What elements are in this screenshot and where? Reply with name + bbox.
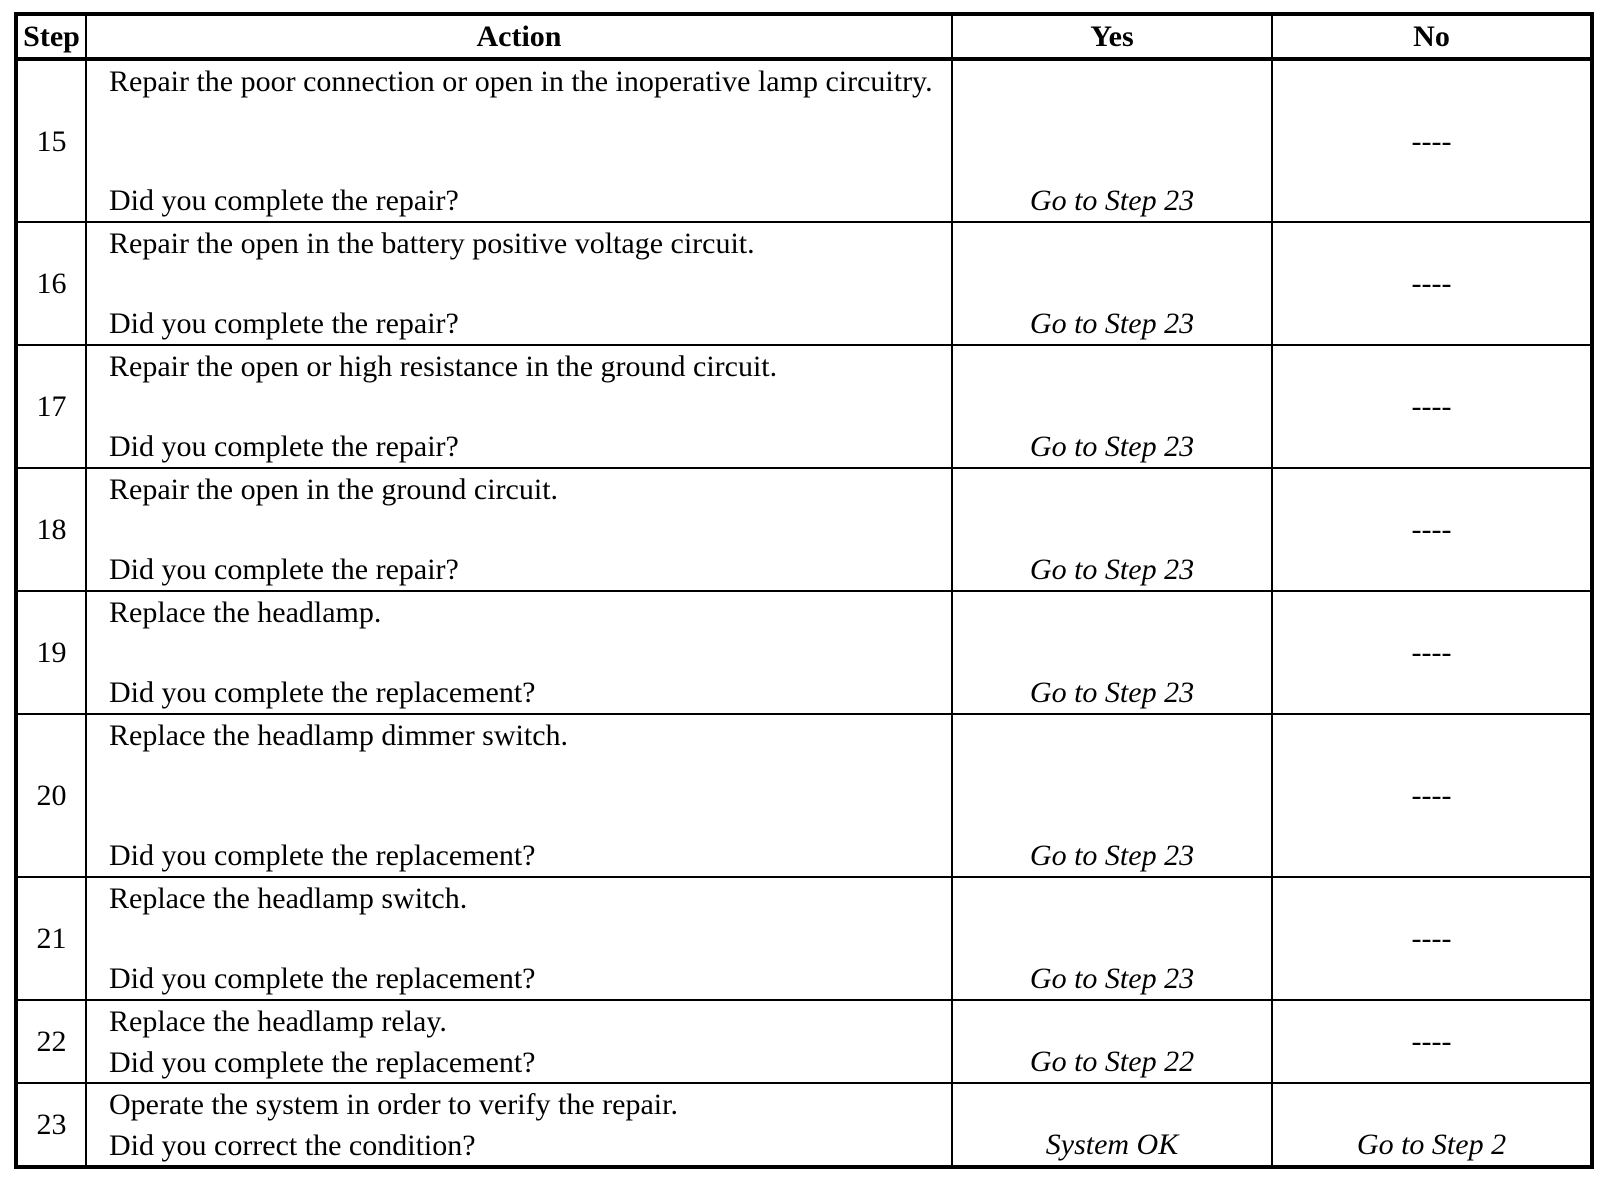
step-number: 21	[16, 877, 86, 1000]
table-row	[16, 591, 1592, 714]
action-cell	[86, 1000, 952, 1083]
yes-cell: Go to Step 23	[952, 714, 1272, 877]
step-number: 20	[16, 714, 86, 877]
table-row	[16, 59, 1592, 222]
step-number: 16	[16, 222, 86, 345]
yes-cell: Go to Step 23	[952, 345, 1272, 468]
action-question: Did you complete the replacement?	[109, 676, 536, 709]
step-number: 23	[16, 1083, 86, 1167]
action-question: Did you correct the condition?	[109, 1129, 476, 1162]
action-question: Did you complete the replacement?	[109, 839, 536, 872]
action-question: Did you complete the repair?	[109, 553, 459, 586]
no-cell: Go to Step 2	[1272, 1083, 1592, 1167]
action-question: Did you complete the repair?	[109, 430, 459, 463]
action-question: Did you complete the repair?	[109, 184, 459, 217]
no-cell: ----	[1272, 59, 1592, 222]
table-row	[16, 1083, 1592, 1167]
no-cell: ----	[1272, 468, 1592, 591]
action-text: Repair the poor connection or open in the inoperative lamp circuitry.	[109, 65, 933, 98]
yes-cell: Go to Step 22	[952, 1000, 1272, 1083]
table-row	[16, 714, 1592, 877]
action-text: Replace the headlamp.	[109, 596, 382, 629]
no-cell: ----	[1272, 877, 1592, 1000]
no-cell: ----	[1272, 714, 1592, 877]
yes-cell: System OK	[952, 1083, 1272, 1167]
yes-cell: Go to Step 23	[952, 222, 1272, 345]
action-text: Repair the open in the battery positive voltage circuit.	[109, 227, 755, 260]
header-step: Step	[16, 14, 86, 59]
table-row	[16, 222, 1592, 345]
action-cell	[86, 59, 952, 222]
no-cell: ----	[1272, 591, 1592, 714]
table-row	[16, 468, 1592, 591]
yes-cell: Go to Step 23	[952, 59, 1272, 222]
yes-cell: Go to Step 23	[952, 468, 1272, 591]
no-cell: ----	[1272, 222, 1592, 345]
step-number: 19	[16, 591, 86, 714]
action-cell	[86, 1083, 952, 1167]
no-cell: ----	[1272, 1000, 1592, 1083]
action-cell	[86, 877, 952, 1000]
action-cell	[86, 714, 952, 877]
action-text: Replace the headlamp switch.	[109, 882, 468, 915]
header-no: No	[1272, 14, 1592, 59]
action-cell	[86, 345, 952, 468]
action-text: Operate the system in order to verify the repair.	[109, 1088, 678, 1121]
yes-cell: Go to Step 23	[952, 877, 1272, 1000]
diagnostic-table	[14, 12, 1594, 1169]
no-cell: ----	[1272, 345, 1592, 468]
action-text: Replace the headlamp dimmer switch.	[109, 719, 569, 752]
action-question: Did you complete the replacement?	[109, 962, 536, 995]
header-yes: Yes	[952, 14, 1272, 59]
yes-cell: Go to Step 23	[952, 591, 1272, 714]
step-number: 17	[16, 345, 86, 468]
table-row	[16, 1000, 1592, 1083]
header-row	[16, 14, 1592, 59]
action-question: Did you complete the repair?	[109, 307, 459, 340]
action-text: Repair the open or high resistance in the ground circuit.	[109, 350, 778, 383]
action-cell	[86, 591, 952, 714]
action-cell	[86, 222, 952, 345]
action-question: Did you complete the replacement?	[109, 1046, 536, 1079]
table-row	[16, 877, 1592, 1000]
step-number: 22	[16, 1000, 86, 1083]
step-number: 18	[16, 468, 86, 591]
action-text: Repair the open in the ground circuit.	[109, 473, 559, 506]
step-number: 15	[16, 59, 86, 222]
action-cell	[86, 468, 952, 591]
table-row	[16, 345, 1592, 468]
action-text: Replace the headlamp relay.	[109, 1005, 447, 1038]
header-action: Action	[86, 14, 952, 59]
